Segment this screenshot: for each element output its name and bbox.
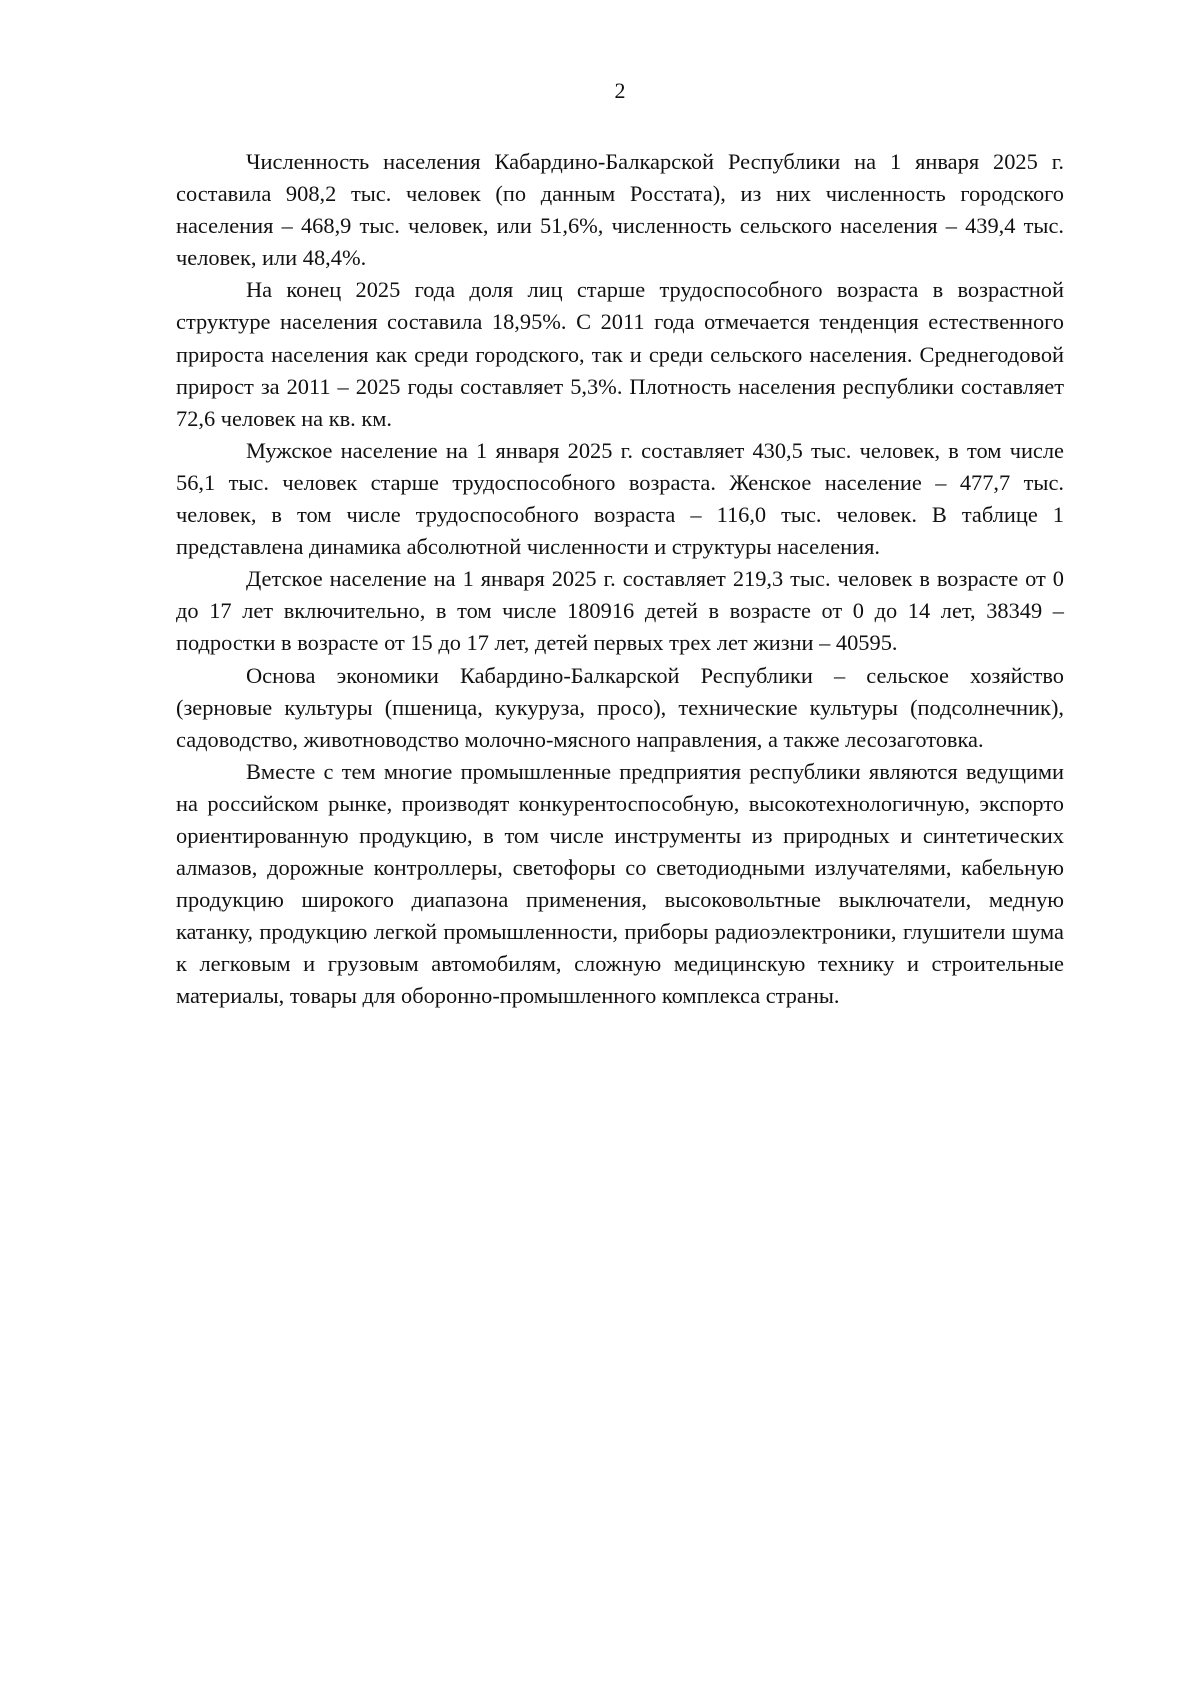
paragraph-economy: Основа экономики Кабардино-Балкарской Республики – сельское хозяйство (зерновые культуры (пшеница, кукуруза, просо), технические культуры (подсолнечник), садоводство, животноводство молочно-мясного направления, а также лесозаготовка. [176,662,1064,752]
paragraph-age-structure: На конец 2025 года доля лиц старше трудоспособного возраста в возрастной структуре населения составила 18,95%. С 2011 года отмечается тенденция естественного прироста населения как среди городского, так и среди сельского населения. Среднегодовой прирост за 2011 – 2025 годы составляет 5,3%. Плотность населения республики составляет 72,6 человек на кв. км. [176,277,1064,431]
paragraph-industry: Вместе с тем многие промышленные предприятия республики являются ведущими на российском рынке, производят конкурентоспособную, высокотехнологичную, экспорто ориентированную продукцию, в том числе инструменты из природных и синтетических алмазов, дорожные контроллеры, светофоры со светодиодными излучателями, кабельную продукцию широкого диапазона применения, высоковольтные выключатели, медную катанку, продукцию легкой промышленности, приборы радиоэлектроники, глушители шума к легковым и грузовым автомобилям, сложную медицинскую технику и строительные материалы, товары для оборонно-промышленного комплекса страны. [176,758,1064,1009]
page-number: 2 [614,78,626,103]
document-body [176,146,1064,1013]
paragraph-gender: Мужское население на 1 января 2025 г. составляет 430,5 тыс. человек, в том числе 56,1 тыс. человек старше трудоспособного возраста. Женское население – 477,7 тыс. человек, в том числе трудоспособного возраста – 116,0 тыс. человек. В таблице 1 представлена динамика абсолютной численности и структуры населения. [176,437,1064,560]
paragraph-population: Численность населения Кабардино-Балкарской Республики на 1 января 2025 г. составила 908,2 тыс. человек (по данным Росстата), из них численность городского населения – 468,9 тыс. человек, или 51,6%, численность сельского населения – 439,4 тыс. человек, или 48,4%. [176,149,1064,271]
paragraph-children: Детское население на 1 января 2025 г. составляет 219,3 тыс. человек в возрасте от 0 до 17 лет включительно, в том числе 180916 детей в возрасте от 0 до 14 лет, 38349 – подростки в возрасте от 15 до 17 лет, детей первых трех лет жизни – 40595. [176,566,1064,656]
